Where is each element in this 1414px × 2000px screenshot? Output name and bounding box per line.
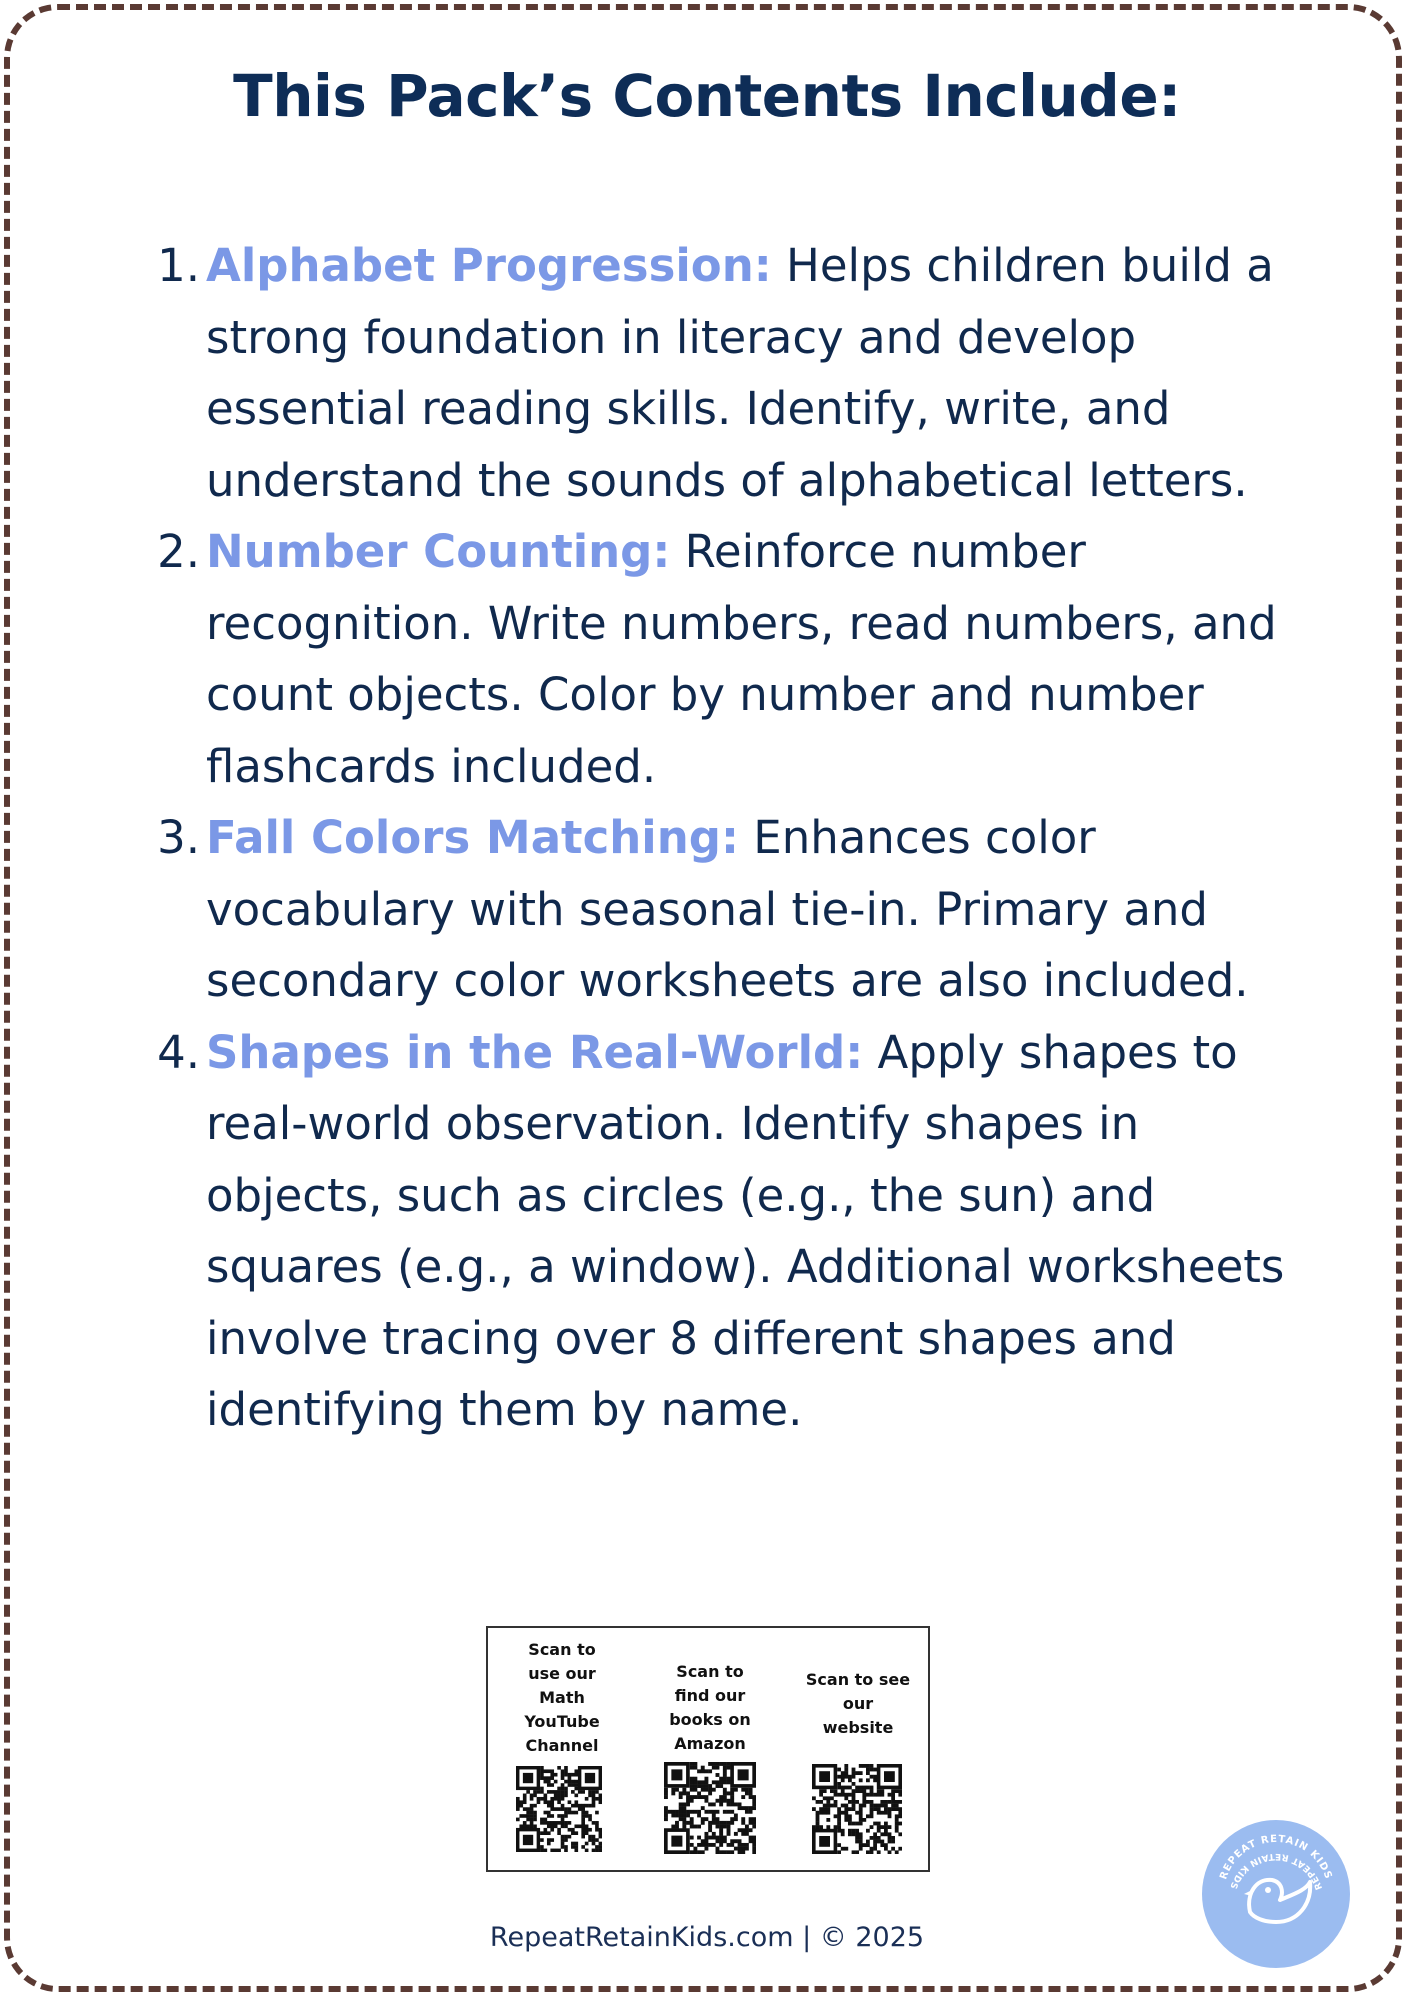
item-heading: Shapes in the Real-World:	[206, 1025, 864, 1079]
qr-code-panel	[486, 1626, 930, 1872]
qr-code-icon[interactable]	[516, 1766, 602, 1852]
qr-amazon	[636, 1628, 784, 1874]
item-description: Apply shapes to real-world observation. Identify shapes in objects, such as circles (e.g., the sun) and squares (e.g., a window). Additional worksheets involve tracing over 8 different shapes and identifying them by name.	[206, 1025, 1285, 1436]
item-number: 3.	[157, 811, 200, 864]
footer-copyright: RepeatRetainKids.com | © 2025	[489, 1922, 925, 1953]
item-description: Enhances color vocabulary with seasonal tie-in. Primary and secondary color worksheets are also included.	[206, 811, 1249, 1007]
list-item	[150, 1017, 1300, 1446]
repeat-retain-kids-logo	[1202, 1820, 1350, 1968]
svg-text:REPEAT RETAIN KIDS: REPEAT RETAIN KIDS	[1218, 1833, 1334, 1882]
qr-label: Scan to see our website	[805, 1670, 911, 1737]
item-heading: Alphabet Progression:	[206, 239, 772, 292]
contents-list	[150, 230, 1300, 1446]
qr-label: Scan to find our books on Amazon	[669, 1662, 751, 1753]
item-description: Reinforce number recognition. Write numbers, read numbers, and count objects. Color by number and number flashcards included.	[206, 525, 1277, 793]
item-heading: Fall Colors Matching:	[206, 811, 739, 864]
item-heading: Number Counting:	[206, 525, 671, 578]
qr-code-icon[interactable]	[812, 1764, 902, 1854]
qr-code-icon[interactable]	[664, 1762, 756, 1854]
list-item	[150, 516, 1300, 802]
list-item	[150, 802, 1300, 1017]
item-number: 4.	[157, 1025, 200, 1079]
page-title: This Pack’s Contents Include:	[233, 62, 1181, 130]
bird-logo-icon	[1202, 1820, 1350, 1968]
qr-youtube	[488, 1628, 636, 1874]
svg-text:REPEAT RETAIN KIDS: REPEAT RETAIN KIDS	[1226, 1850, 1326, 1891]
item-number: 1.	[157, 239, 200, 292]
qr-label: Scan to use our Math YouTube Channel	[524, 1640, 600, 1755]
qr-website	[784, 1628, 932, 1874]
item-description: Helps children build a strong foundation in literacy and develop essential reading skills. Identify, write, and understand the sounds of alphabetical letters.	[206, 239, 1274, 507]
item-number: 2.	[157, 525, 200, 578]
list-item	[150, 230, 1300, 516]
